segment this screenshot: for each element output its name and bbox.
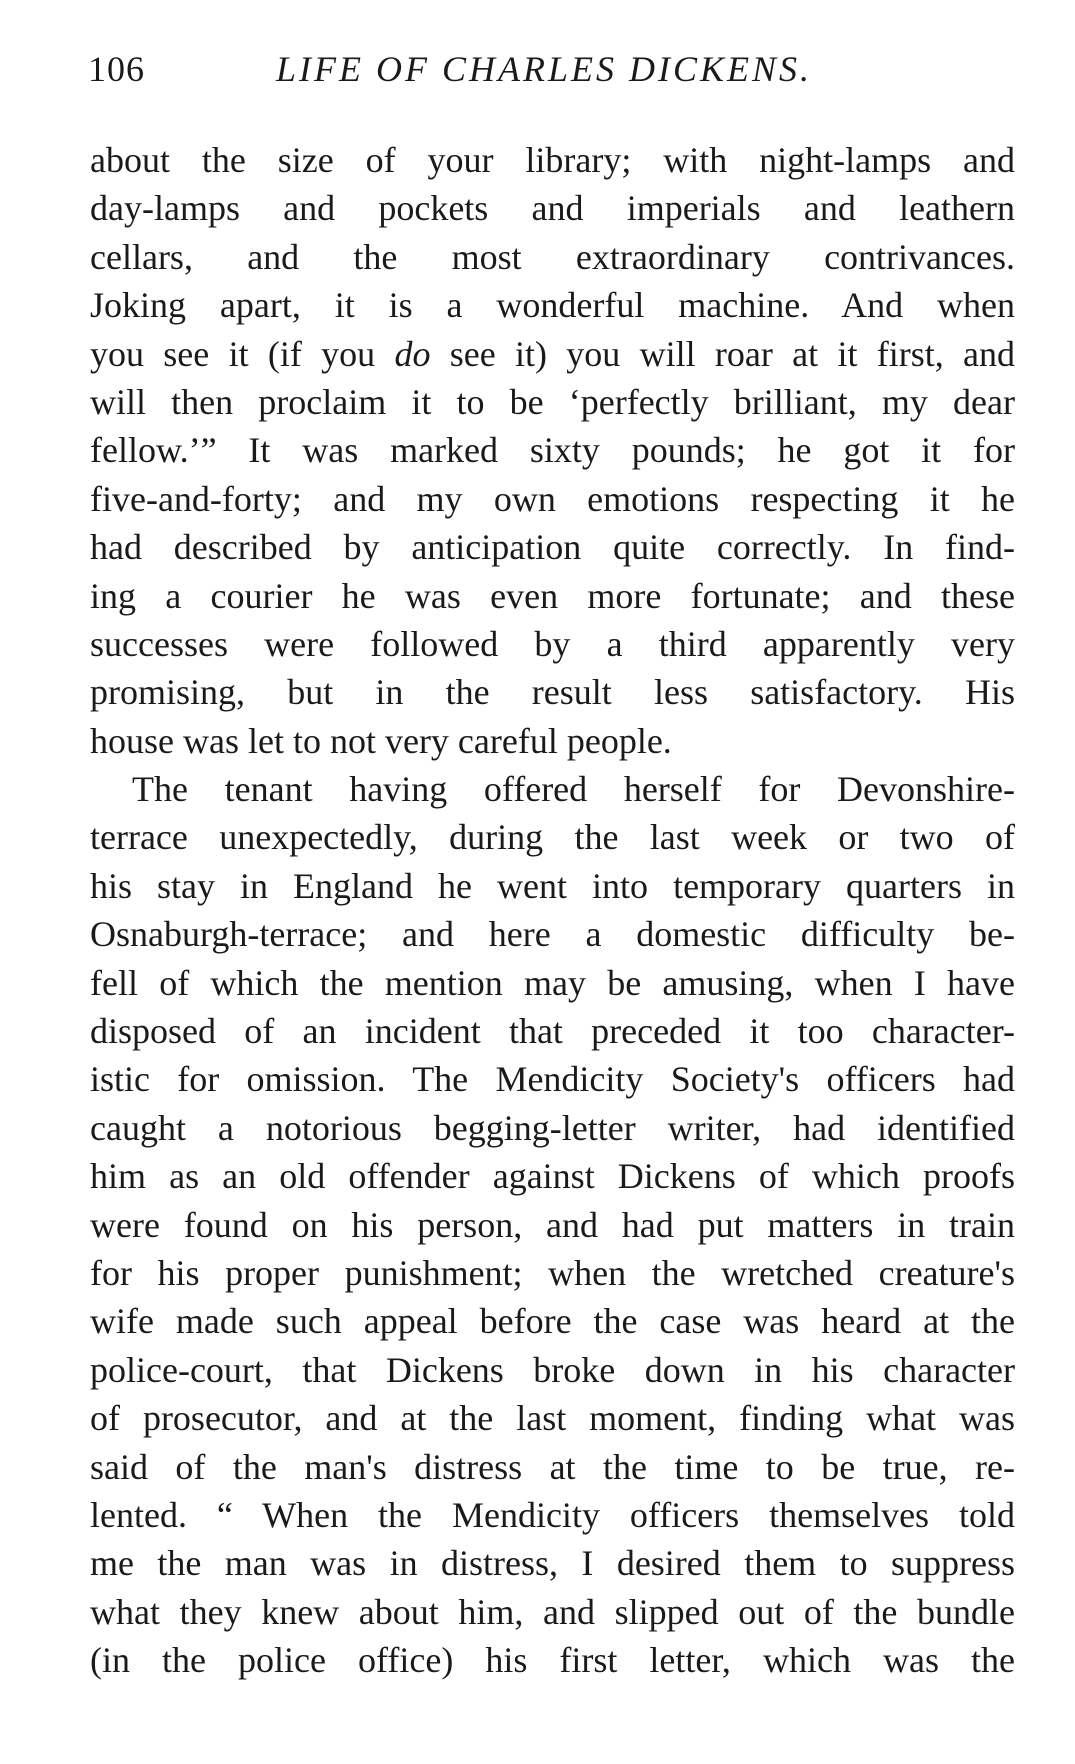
text-line: police-court, that Dickens broke down in his character [90,1349,1015,1390]
text-line: were found on his person, and had put matters in train [90,1204,1015,1245]
text-line: said of the man's distress at the time to be true, re- [90,1446,1015,1487]
text-line: day-lamps and pockets and imperials and leathern [90,188,1015,229]
text-line: disposed of an incident that preceded it too character- [90,1011,1015,1052]
text-line: promising, but in the result less satisfactory. His [90,672,1015,713]
text-line: Osnaburgh-terrace; and here a domestic difficulty be- [90,914,1015,955]
text-line: you see it (if you do see it) you will roar at it first, and [90,333,1016,374]
text-line: fell of which the mention may be amusing, when I have [90,962,1015,1003]
paragraph-end-line: house was let to not very careful people. [90,720,672,761]
text-line: wife made such appeal before the case was heard at the [90,1301,1015,1342]
text-line: what they knew about him, and slipped out of the bundle [90,1591,1015,1632]
paragraph-start-line: The tenant having offered herself for Devonshire- [132,769,1015,810]
text-line: caught a notorious begging-letter writer, had identified [90,1107,1015,1148]
body-text [90,136,1015,1685]
text-line: me the man was in distress, I desired them to suppress [90,1543,1015,1584]
text-line: five-and-forty; and my own emotions respecting it he [90,478,1015,519]
page-header [88,48,1013,98]
text-line: fellow.’” It was marked sixty pounds; he got it for [90,430,1015,471]
text-line: about the size of your library; with night-lamps and [90,140,1015,180]
text-line: him as an old offender against Dickens of which proofs [90,1156,1015,1197]
text-line: for his proper punishment; when the wretched creature's [90,1252,1015,1293]
text-line: Joking apart, it is a wonderful machine. And when [90,285,1015,326]
text-line: his stay in England he went into temporary quarters in [90,865,1015,906]
text-line: (in the police office) his first letter, which was the [90,1640,1015,1681]
page-number: 106 [88,49,145,89]
text-line: istic for omission. The Mendicity Society's officers had [90,1059,1015,1100]
text-line: successes were followed by a third apparently very [90,623,1015,664]
text-line: will then proclaim it to be ‘perfectly brilliant, my dear [90,381,1015,422]
text-line: cellars, and the most extraordinary contrivances. [90,236,1015,277]
running-title: LIFE OF CHARLES DICKENS. [276,49,812,89]
text-line: terrace unexpectedly, during the last week or two of [90,817,1015,858]
text-line: lented. “ When the Mendicity officers themselves told [90,1494,1015,1535]
text-line: of prosecutor, and at the last moment, finding what was [90,1398,1015,1439]
text-line: had described by anticipation quite correctly. In find- [90,527,1015,568]
text-line: ing a courier he was even more fortunate; and these [90,575,1015,616]
